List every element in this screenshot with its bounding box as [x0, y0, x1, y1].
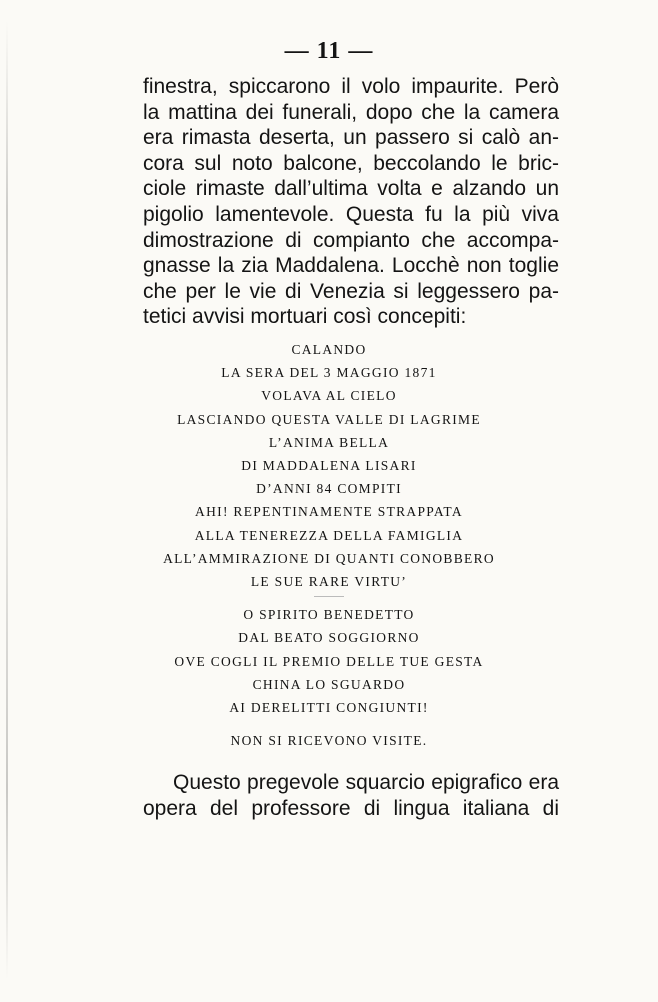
text-line: ciole rimaste dall’ultima volta e alzando un [143, 177, 559, 201]
paragraph-2 [143, 770, 559, 821]
epitaph-line: ALL’AMMIRAZIONE DI QUANTI CONOBBERO [163, 550, 495, 566]
text-line: finestra, spiccarono il volo impaurite. Però [143, 75, 559, 98]
invocation-line: DAL BEATO SOGGIORNO [238, 630, 420, 646]
divider [314, 596, 344, 597]
text-line: che per le vie di Venezia si leggessero pa- [143, 279, 559, 303]
invocation-line: AI DERELITTI CONGIUNTI! [229, 700, 429, 716]
text-line: dimostrazione di compianto che accompa- [143, 228, 559, 252]
text-line: era rimasta deserta, un passero si calò an- [143, 126, 559, 150]
epitaph-line: ALLA TENEREZZA DELLA FAMIGLIA [194, 527, 464, 543]
text-line: opera del professore di lingua italiana di [143, 796, 559, 820]
text-line: gnasse la zia Maddalena. Locchè non toglie [143, 254, 559, 278]
text-line: pigolio lamentevole. Questa fu la più viva [143, 202, 559, 226]
text-line: la mattina dei funerali, dopo che la camera [143, 100, 559, 124]
paragraph-1 [143, 74, 559, 330]
text-line: Questo pregevole squarcio epigrafico era [173, 771, 559, 794]
invocation-line: OVE COGLI IL PREMIO DELLE TUE GESTA [174, 653, 484, 669]
epitaph-line: LASCIANDO QUESTA VALLE DI LAGRIME [177, 411, 481, 427]
text-line: cora sul noto balcone, beccolando le bric- [143, 151, 559, 175]
invocation-line: CHINA LO SGUARDO [252, 676, 406, 692]
text-line: tetici avvisi mortuari così concepiti: [143, 305, 467, 329]
epitaph-line: CALANDO [291, 342, 367, 357]
epitaph-line: DI MADDALENA LISARI [241, 458, 417, 474]
epitaph-line: L’ANIMA BELLA [268, 434, 390, 450]
epitaph [0, 338, 658, 719]
closing-notice: NON SI RICEVONO VISITE. [230, 733, 428, 748]
epitaph-line: VOLAVA AL CIELO [261, 388, 397, 404]
page-number: — 11 — [284, 38, 374, 64]
epitaph-line: AHI! REPENTINAMENTE STRAPPATA [195, 504, 463, 520]
epitaph-line: D’ANNI 84 COMPITI [256, 481, 402, 497]
epitaph-line: LE SUE RARE VIRTU’ [250, 574, 408, 590]
invocation-line: O SPIRITO BENEDETTO [243, 607, 415, 623]
epitaph-line: LA SERA DEL 3 MAGGIO 1871 [221, 365, 437, 381]
